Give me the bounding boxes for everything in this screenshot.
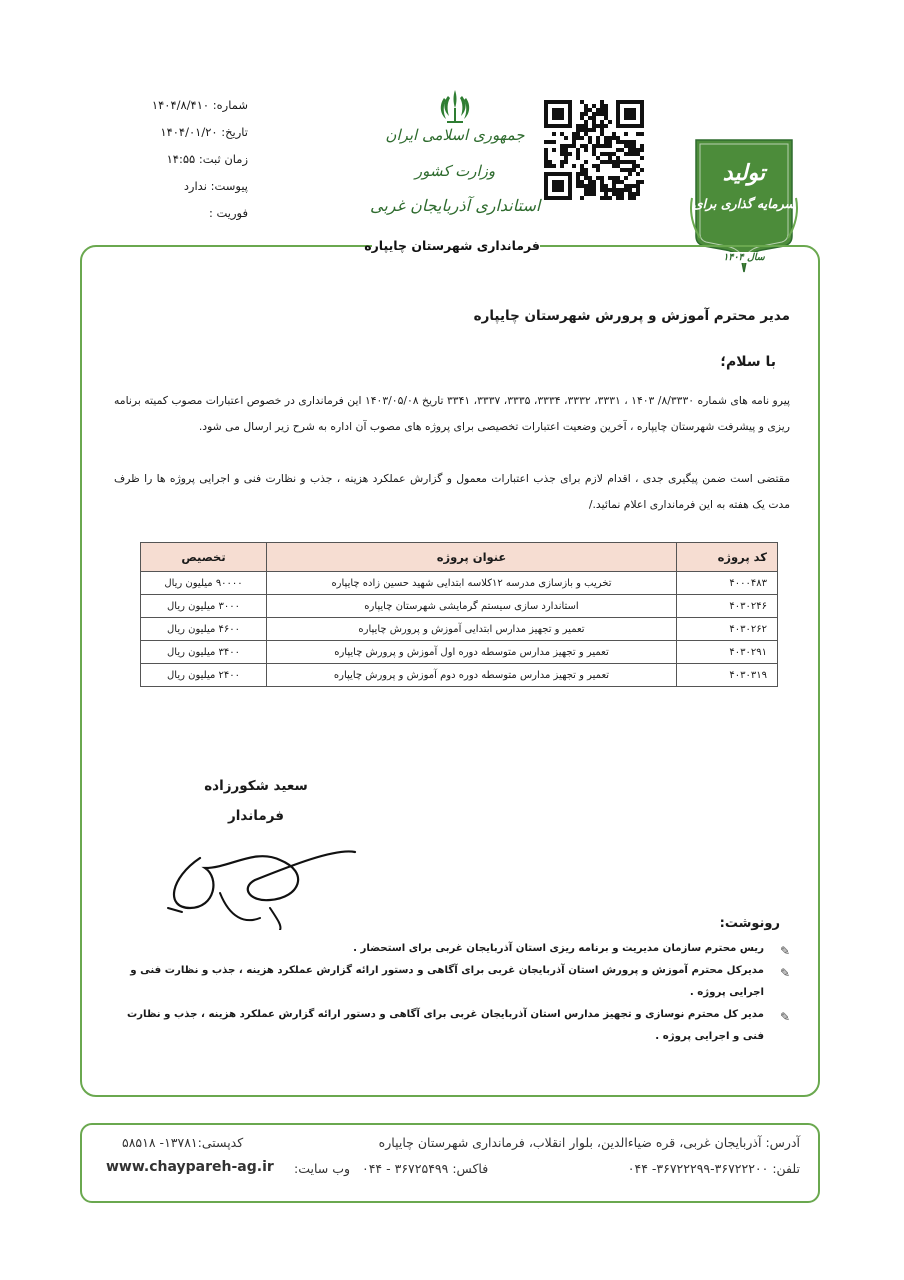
table-row [141,641,778,664]
letter-meta [138,92,248,227]
pen-icon: ✎ [779,944,790,958]
project-title: تخریب و بازسازی مدرسه ۱۲کلاسه ابتدایی شهید حسین زاده چایپاره [267,572,677,595]
column-header-allocation: تخصیص [141,543,267,572]
signatory-title: فرماندار [228,808,284,824]
table-row [141,595,778,618]
badge-line-2: سرمایه گذاری برای [692,196,796,211]
signatory-name: سعید شکورزاده [204,778,308,794]
badge-line-1: تولید [722,160,766,186]
office-name: فرمانداری شهرستان چایپاره [372,236,540,256]
project-allocation: ۳۴۰۰ میلیون ریال [141,641,267,664]
footer-website-label: وب سایت: [294,1161,351,1176]
project-title: تعمیر و تجهیز مدارس متوسطه دوره دوم آموزش و پرورش چایپاره [267,664,677,687]
pen-icon: ✎ [779,1010,790,1024]
copy-recipient: مدیرکل محترم آموزش و پرورش استان آذربایجان غربی برای آگاهی و دستور ارائه گزارش عملکرد هزینه ، جذب و نظارت فنی و اجرایی پروژه . [130,965,764,998]
table-row [141,618,778,641]
list-item [110,1004,790,1048]
copies-title: رونوشت: [719,916,780,931]
pen-icon: ✎ [779,966,790,980]
footer-website-link[interactable]: www.chaypareh-ag.ir [106,1159,274,1175]
copies-list [110,938,790,1048]
project-code: ۴۰۰۰۴۸۳ [677,572,778,595]
project-allocation: ۹۰۰۰۰ میلیون ریال [141,572,267,595]
table-row [141,572,778,595]
table-row [141,664,778,687]
project-allocation: ۲۴۰۰ میلیون ریال [141,664,267,687]
registration-time: زمان ثبت: ۱۴:۵۵ [166,152,248,166]
gov-line-3: استانداری آذربایجان غربی [370,196,541,215]
project-code: ۴۰۳۰۲۴۶ [677,595,778,618]
project-code: ۴۰۳۰۳۱۹ [677,664,778,687]
body-paragraph-2: مقتضی است ضمن پیگیری جدی ، اقدام لازم برای جذب اعتبارات معمول و گزارش عملکرد هزینه ، جذب و نظارت فنی و اجرایی پروژه ها را ظرف مدت یک هفته به این فرمانداری اعلام نمائید./ [114,472,790,511]
list-item [110,938,790,960]
body-paragraph-1: پیرو نامه های شماره ۸/۳۳۳۰/ ۱۴۰۳ ، ۳۳۳۱، ۳۳۳۲، ۳۳۳۴، ۳۳۳۵، ۳۳۳۷، ۳۳۴۱ تاریخ ۱۴۰۳/۰۵/۰۸ این فرمانداری در خصوص اعتبارات مصوب کمیته برنامه ریزی و پیشرفت شهرستان چایپاره ، آخرین وضعیت اعتبارات تخصیصی برای پروژه های مصوب آن اداره به شرح زیر ارسال می شود. [114,394,790,433]
iran-emblem-icon [438,88,472,124]
urgency: فوریت : [208,206,248,220]
addressee: مدیر محترم آموزش و پرورش شهرستان چایپاره [473,308,790,324]
column-header-code: کد پروژه [677,543,778,572]
letter-number: شماره: ۱۴۰۴/۸/۴۱۰ [151,98,248,112]
handwritten-signature [160,838,360,930]
project-code: ۴۰۳۰۲۹۱ [677,641,778,664]
gov-line-1: جمهوری اسلامی ایران [385,126,525,144]
project-title: تعمیر و تجهیز مدارس متوسطه دوره اول آموزش و پرورش چایپاره [267,641,677,664]
table-header-row [141,543,778,572]
project-title: استاندارد سازی سیستم گرمایشی شهرستان چایپاره [267,595,677,618]
attachment-status: پیوست: ندارد [183,179,248,193]
project-allocation: ۳۰۰۰ میلیون ریال [141,595,267,618]
copy-recipient: ریس محترم سازمان مدیریت و برنامه ریزی استان آذربایجان غربی برای استحضار . [353,943,764,954]
gov-line-2: وزارت کشور [414,162,496,180]
footer-address: آدرس: آذربایجان غربی، قره ضیاءالدین، بلوار انقلاب، فرمانداری شهرستان چایپاره [378,1135,800,1150]
project-code: ۴۰۳۰۲۶۲ [677,618,778,641]
qr-code-icon [544,100,644,200]
contact-footer [80,1123,820,1203]
list-item [110,960,790,1004]
project-title: تعمیر و تجهیز مدارس ابتدایی آموزش و پرورش چایپاره [267,618,677,641]
badge-year: سال ۱۴۰۴ [710,252,778,263]
footer-phone: تلفن: ۳۶۷۲۲۲۰۰-۳۶۷۲۲۲۹۹- ۰۴۴ [627,1161,800,1176]
column-header-title: عنوان پروژه [267,543,677,572]
greeting: با سلام؛ [720,354,776,370]
letter-date: تاریخ: ۱۴۰۴/۰۱/۲۰ [160,125,248,139]
projects-table [140,542,778,687]
project-allocation: ۴۶۰۰ میلیون ریال [141,618,267,641]
copy-recipient: مدیر کل محترم نوسازی و تجهیز مدارس استان آذربایجان غربی برای آگاهی و دستور ارائه گزارش عملکرد هزینه ، جذب و نظارت فنی و اجرایی پروژه . [126,1009,764,1042]
footer-fax: فاکس: ۳۶۷۲۵۴۹۹ - ۰۴۴ [362,1161,489,1176]
footer-postal-code: کدپستی:۱۳۷۸۱- ۵۸۵۱۸ [122,1135,244,1150]
